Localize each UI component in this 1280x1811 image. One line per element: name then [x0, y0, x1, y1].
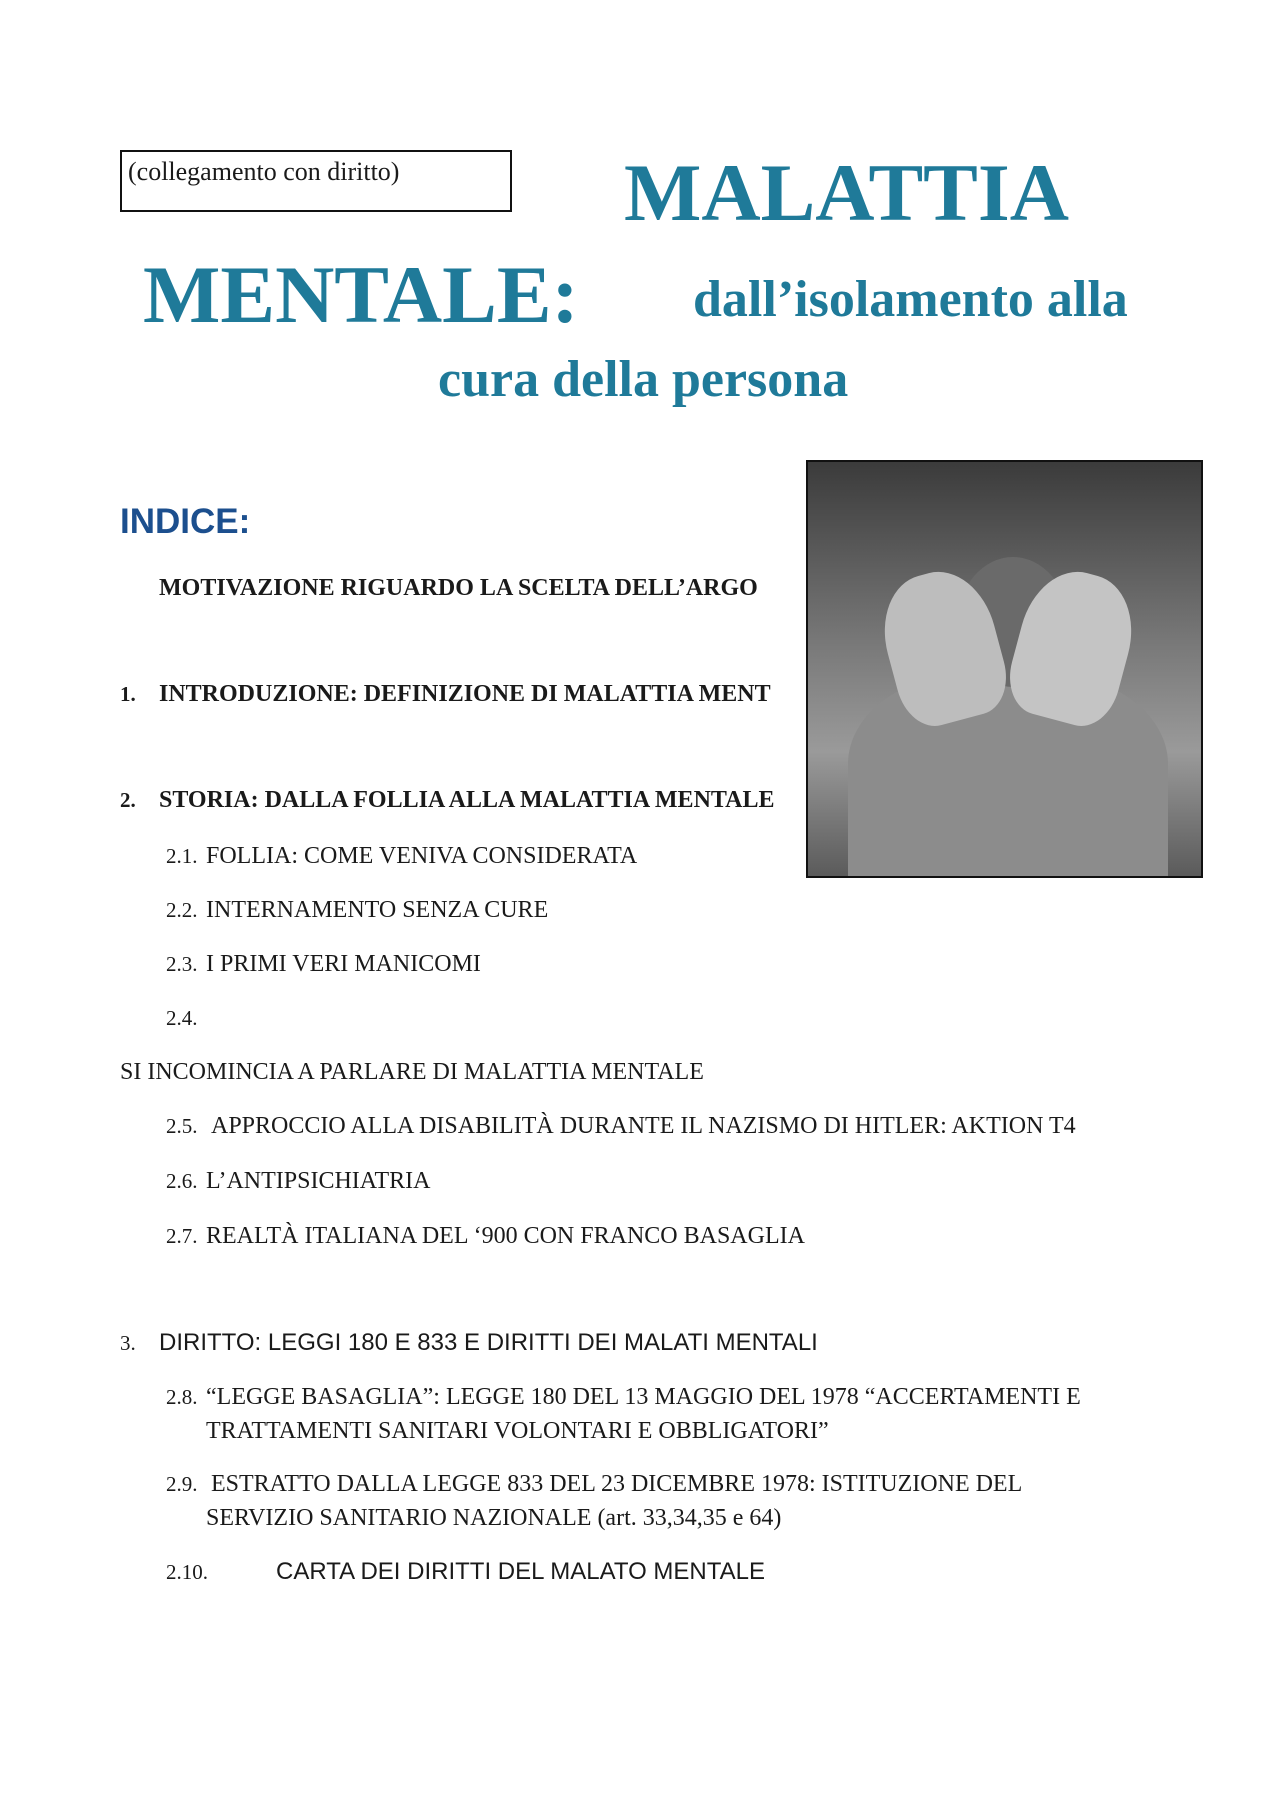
- index-item-2-4-text: [120, 1056, 704, 1090]
- index-item-2-4: [166, 1002, 206, 1036]
- index-item-label: APPROCCIO ALLA DISABILITÀ DURANTE IL NAZISMO DI HITLER: AKTION T4: [211, 1113, 1076, 1139]
- note-box: [120, 150, 512, 212]
- index-item-1: [120, 678, 771, 712]
- index-item-number: 2.7.: [166, 1224, 198, 1248]
- index-item-number: 2.10.: [166, 1560, 208, 1584]
- index-item-label: “LEGGE BASAGLIA”: LEGGE 180 DEL 13 MAGGIO DEL 1978 “ACCERTAMENTI E: [206, 1384, 1081, 1410]
- index-item-label: TRATTAMENTI SANITARI VOLONTARI E OBBLIGATORI”: [206, 1418, 829, 1444]
- index-item-label: I PRIMI VERI MANICOMI: [206, 951, 481, 977]
- index-item-number: 2.8.: [166, 1385, 198, 1409]
- index-item-2-3: [166, 948, 481, 982]
- index-item-2-10: [166, 1555, 765, 1590]
- index-item-number: 2.2.: [166, 898, 198, 922]
- index-item-number: 2.3.: [166, 952, 198, 976]
- index-item-number: 2.5.: [166, 1114, 198, 1138]
- index-item-number: 2.4.: [166, 1006, 198, 1030]
- index-item-2-6: [166, 1165, 430, 1199]
- index-item-label: SERVIZIO SANITARIO NAZIONALE (art. 33,34,35 e 64): [206, 1505, 782, 1531]
- index-item-3: [120, 1326, 818, 1360]
- index-item-2-7: [166, 1220, 805, 1254]
- index-item-2-8: [166, 1381, 1081, 1415]
- cover-photo: [806, 460, 1203, 878]
- index-item-label: REALTÀ ITALIANA DEL ‘900 CON FRANCO BASAGLIA: [206, 1223, 805, 1249]
- index-item-label: ESTRATTO DALLA LEGGE 833 DEL 23 DICEMBRE 1978: ISTITUZIONE DEL: [211, 1471, 1023, 1497]
- index-item-label: DIRITTO: LEGGI 180 E 833 E DIRITTI DEI MALATI MENTALI: [159, 1329, 818, 1356]
- index-item-label: FOLLIA: COME VENIVA CONSIDERATA: [206, 843, 638, 869]
- index-item-label: SI INCOMINCIA A PARLARE DI MALATTIA MENTALE: [120, 1059, 704, 1085]
- note-text: (collegamento con diritto): [128, 157, 400, 186]
- title-line-1: MALATTIA: [624, 147, 1069, 238]
- index-item-2-8-cont: [206, 1415, 829, 1449]
- index-item-2-9: [166, 1468, 1022, 1502]
- index-item-number: 3.: [120, 1331, 136, 1355]
- index-item-number: 2.6.: [166, 1169, 198, 1193]
- index-item-label: CARTA DEI DIRITTI DEL MALATO MENTALE: [276, 1558, 765, 1585]
- index-item-2-1: [166, 840, 637, 874]
- index-item-label: STORIA: DALLA FOLLIA ALLA MALATTIA MENTALE: [159, 787, 775, 813]
- index-item-2-5: [166, 1110, 1076, 1144]
- title-line-2: MENTALE:: [143, 249, 579, 340]
- index-item-label: INTERNAMENTO SENZA CURE: [206, 897, 549, 923]
- index-item-number: 2.1.: [166, 844, 198, 868]
- index-item-number: 2.: [120, 788, 136, 812]
- index-item-label: L’ANTIPSICHIATRIA: [206, 1168, 431, 1194]
- subtitle-line-1: dall’isolamento alla: [693, 271, 1128, 328]
- index-heading: INDICE:: [120, 502, 251, 541]
- index-item-label: INTRODUZIONE: DEFINIZIONE DI MALATTIA MENT: [159, 681, 771, 707]
- subtitle-line-2: cura della persona: [438, 351, 849, 408]
- index-item-number: 2.9.: [166, 1472, 198, 1496]
- index-item-number: 1.: [120, 682, 136, 706]
- index-item-2: [120, 784, 774, 818]
- index-item-2-2: [166, 894, 548, 928]
- index-motivation: [159, 572, 758, 606]
- index-item-2-9-cont: [206, 1502, 781, 1536]
- photo-figure-body: [848, 672, 1168, 878]
- index-motivation-label: MOTIVAZIONE RIGUARDO LA SCELTA DELL’ARGO: [159, 575, 758, 601]
